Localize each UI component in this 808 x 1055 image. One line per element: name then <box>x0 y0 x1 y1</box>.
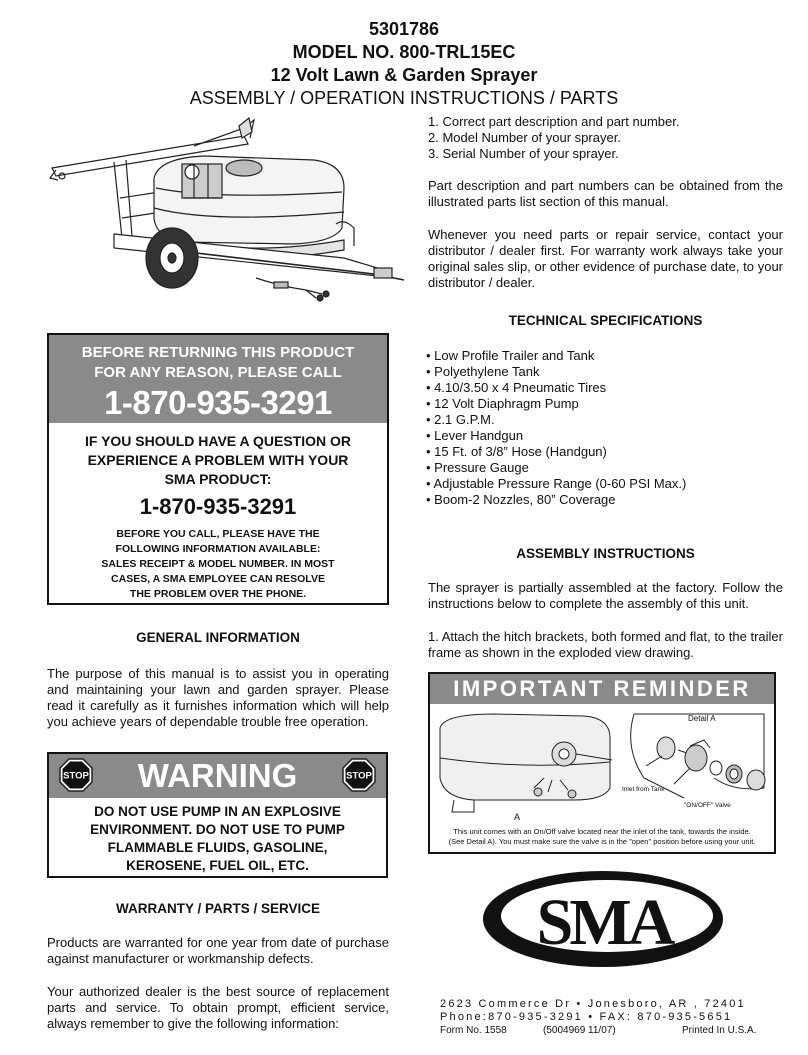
svg-text:SMA: SMA <box>536 886 672 959</box>
general-info-paragraph: The purpose of this manual is to assist you in operating and maintaining your lawn and garden sprayer. Please read it carefully as it furnishes information which will help you achieve years of dependable trouble free operation. <box>47 666 389 729</box>
list-item: 1. Correct part description and part number. <box>428 114 680 129</box>
svg-text:STOP: STOP <box>63 770 89 782</box>
warning-box <box>47 752 388 878</box>
form-info <box>440 1024 770 1038</box>
warning-header <box>49 754 386 798</box>
phone-number-secondary: 1-870-935-3291 <box>139 494 297 519</box>
list-item: 2. Model Number of your sprayer. <box>428 130 621 145</box>
printed-in: Printed In U.S.A. <box>682 1025 757 1036</box>
company-address-block <box>440 998 770 1038</box>
stop-sign-icon <box>342 758 376 792</box>
warning-text: DO NOT USE PUMP IN AN EXPLOSIVE ENVIRONMENT. DO NOT USE TO PUMP FLAMMABLE FLUIDS, GASOLINE, KEROSENE, FUEL OIL, ETC. <box>90 804 345 873</box>
spec-item: • 4.10/3.50 x 4 Pneumatic Tires <box>426 380 607 395</box>
sprayer-illustration <box>44 108 420 308</box>
contact-box-body: IF YOU SHOULD HAVE A QUESTION OR EXPERIENCE A PROBLEM WITH YOUR SMA PRODUCT: 1-870-935-3291 BEFORE YOU CALL, PLEASE HAVE THE FOLLOWING INFORMATION AVAILABLE: SALES RECEIPT & MODEL NUMBER. IN MOST CASES, A SMA EMPLOYEE CAN RESOLVE THE PROBLEM OVER THE PHONE. <box>49 423 387 602</box>
info-list <box>428 114 783 162</box>
dealer-paragraph: Your authorized dealer is the best source of replacement parts and service. To obtain prompt, efficient service, always remember to give the following information: <box>47 984 389 1031</box>
spec-item: • Polyethylene Tank <box>426 364 540 379</box>
warning-title: WARNING <box>137 757 298 794</box>
parts-info-paragraph: Part description and part numbers can be obtained from the illustrated parts list section of this manual. <box>428 178 783 209</box>
spec-item: • Adjustable Pressure Range (0-60 PSI Max.) <box>426 476 687 491</box>
valve-label: "ON/OFF" Valve <box>684 802 731 809</box>
callout-a: A <box>514 812 521 822</box>
spec-item: • Pressure Gauge <box>426 460 529 475</box>
form-number: Form No. 1558 <box>440 1025 507 1036</box>
inlet-label: Inlet from Tank <box>622 786 665 793</box>
phone-number-primary: 1-870-935-3291 <box>104 384 332 421</box>
tech-specs-list <box>426 348 781 508</box>
contact-box-header: BEFORE RETURNING THIS PRODUCT FOR ANY REASON, PLEASE CALL 1-870-935-3291 <box>49 335 387 423</box>
form-code: (5004969 11/07) <box>543 1025 616 1036</box>
warranty-heading: WARRANTY / PARTS / SERVICE <box>115 901 321 916</box>
spec-item: • Boom-2 Nozzles, 80” Coverage <box>426 492 616 507</box>
reminder-caption: This unit comes with an On/Off valve located near the inlet of the tank, towards the inside. (See Detail A). You must make sure the valve is in the "open" position before using your unit. <box>448 827 756 846</box>
spec-item: • 15 Ft. of 3/8” Hose (Handgun) <box>426 444 607 459</box>
company-address: 2623 Commerce Dr • Jonesboro, AR , 72401 <box>440 998 746 1010</box>
sma-logo <box>478 864 728 974</box>
document-header <box>0 18 808 110</box>
model-number: MODEL NO. 800-TRL15EC <box>292 42 516 62</box>
assembly-step-1: 1. Attach the hitch brackets, both formed and flat, to the trailer frame as shown in the exploded view drawing. <box>428 629 783 660</box>
general-info-heading: GENERAL INFORMATION <box>136 630 300 645</box>
product-name: 12 Volt Lawn & Garden Sprayer <box>270 65 538 85</box>
warranty-paragraph: Products are warranted for one year from date of purchase against manufacturer or workmanship defects. <box>47 935 389 966</box>
assembly-paragraph: The sprayer is partially assembled at the factory. Follow the instructions below to complete the assembly of this unit. <box>428 580 783 611</box>
contact-box <box>47 333 389 605</box>
assembly-heading: ASSEMBLY INSTRUCTIONS <box>516 546 695 561</box>
svg-text:STOP: STOP <box>346 770 372 782</box>
tech-specs-heading: TECHNICAL SPECIFICATIONS <box>508 313 703 328</box>
spec-item: • 2.1 G.P.M. <box>426 412 495 427</box>
part-number: 5301786 <box>368 19 440 39</box>
spec-item: • Lever Handgun <box>426 428 524 443</box>
company-phone-fax: Phone:870-935-3291 • FAX: 870-935-5651 <box>440 1011 733 1023</box>
service-info-paragraph: Whenever you need parts or repair service, contact your distributor / dealer first. For warranty work always take your original sales slip, or other evidence of purchase date, to your distributor / dealer. <box>428 227 783 290</box>
detail-a-label: Detail A <box>688 714 716 723</box>
spec-item: • Low Profile Trailer and Tank <box>426 348 595 363</box>
list-item: 3. Serial Number of your sprayer. <box>428 146 619 161</box>
important-reminder-box <box>428 672 776 854</box>
reminder-title: IMPORTANT REMINDER <box>430 674 774 704</box>
document-subtitle: ASSEMBLY / OPERATION INSTRUCTIONS / PARTS <box>189 88 619 108</box>
spec-item: • 12 Volt Diaphragm Pump <box>426 396 579 411</box>
